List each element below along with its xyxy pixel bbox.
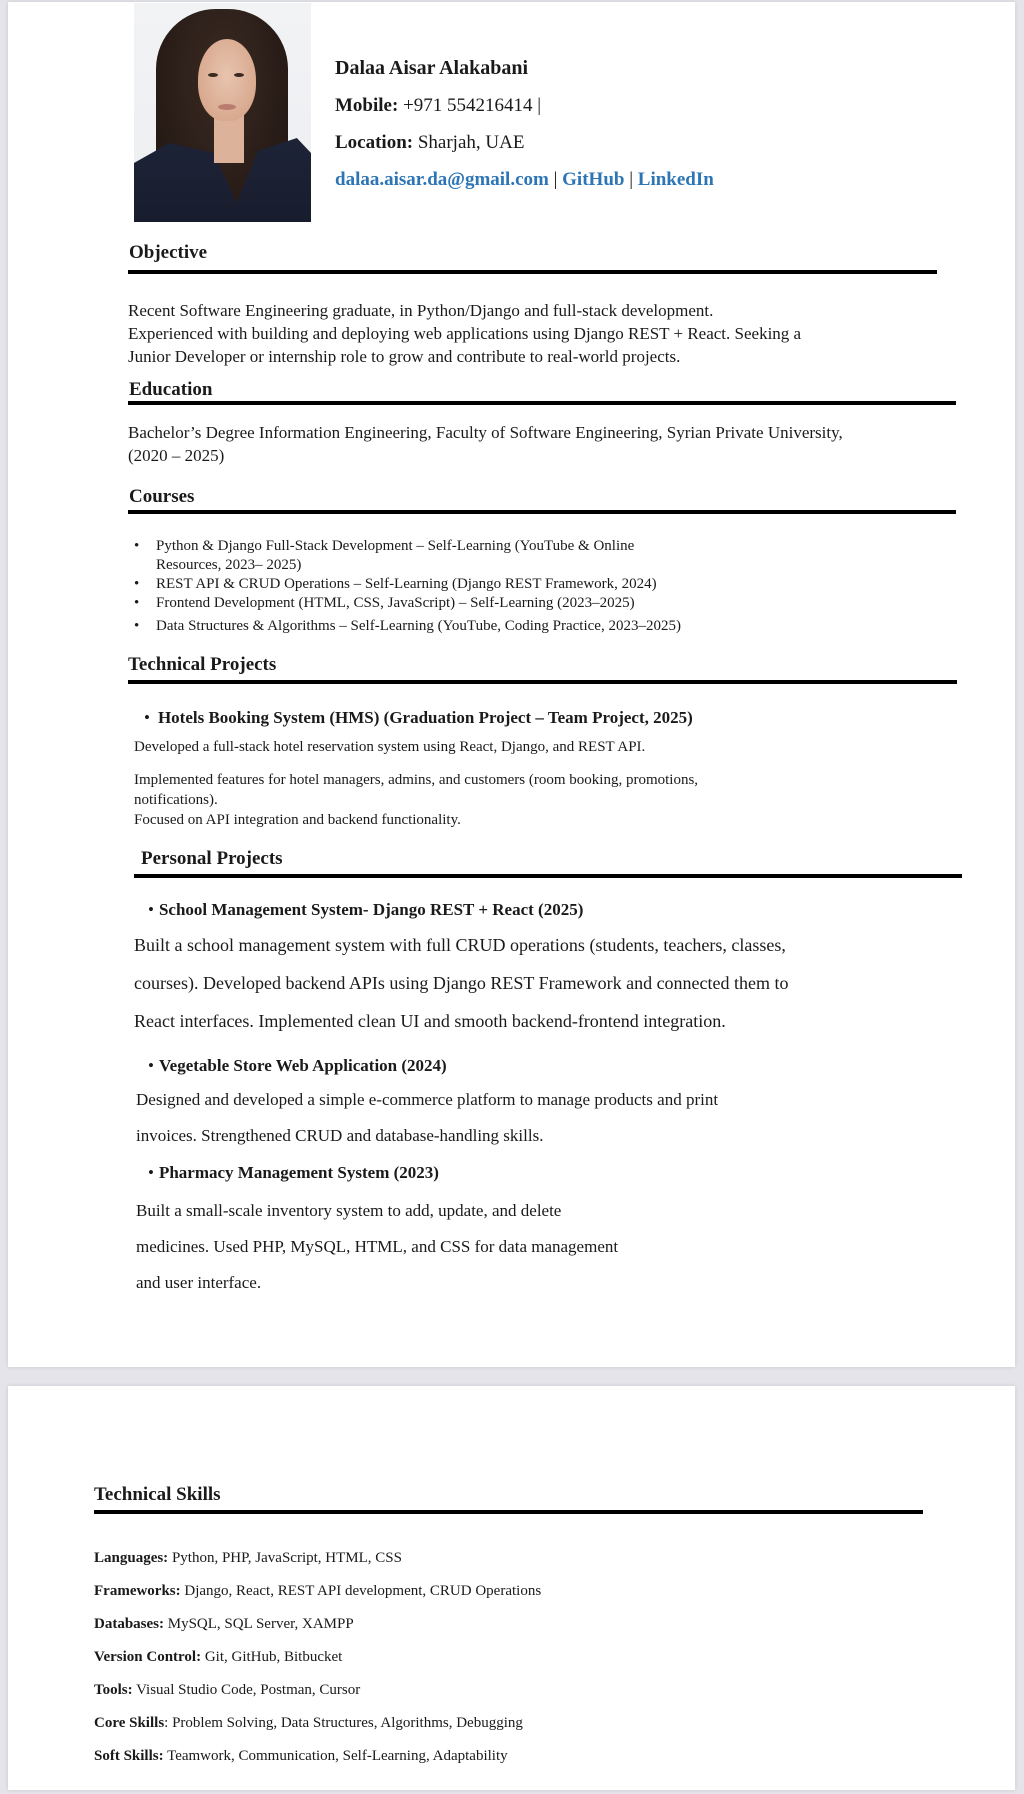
project-title: • Vegetable Store Web Application (2024) bbox=[148, 1056, 447, 1075]
skill-row: Frameworks: Django, React, REST API development, CRUD Operations bbox=[94, 1583, 542, 1599]
location-value: Sharjah, UAE bbox=[417, 132, 525, 153]
project-description: Built a school management system with full CRUD operations (students, teachers, classes, courses). Developed backend APIs using Django REST Framework and connected them to React interfaces. Implemented clean UI and smooth backend-frontend integration. bbox=[134, 935, 789, 1031]
section-divider bbox=[128, 401, 956, 405]
section-title-objective: Objective bbox=[129, 242, 208, 263]
list-item: • Python & Django Full-Stack Development – Self-Learning (YouTube & Online Resources, 2023– 2025) bbox=[128, 537, 681, 575]
mobile-label: Mobile: bbox=[335, 95, 399, 116]
skill-row: Soft Skills: Teamwork, Communication, Self-Learning, Adaptability bbox=[94, 1748, 508, 1764]
list-item: • REST API & CRUD Operations – Self-Learning (Django REST Framework, 2024) bbox=[128, 575, 681, 594]
skill-row: Databases: MySQL, SQL Server, XAMPP bbox=[94, 1616, 354, 1632]
project-title: • School Management System- Django REST + React (2025) bbox=[148, 900, 584, 919]
separator: | bbox=[553, 169, 558, 190]
section-divider bbox=[128, 510, 956, 514]
mobile-value: +971 554216414 | bbox=[403, 95, 542, 116]
project-description: Implemented features for hotel managers, admins, and customers (room booking, promotions, notifications). Focused on API integration and backend functionality. bbox=[134, 772, 699, 828]
project-title: • Hotels Booking System (HMS) (Graduation Project – Team Project, 2025) bbox=[144, 708, 693, 727]
skill-row: Core Skills: Problem Solving, Data Structures, Algorithms, Debugging bbox=[94, 1715, 523, 1731]
resume-page-2 bbox=[8, 1386, 1015, 1790]
mobile-line bbox=[335, 87, 714, 124]
bullet: • bbox=[144, 708, 150, 727]
profile-photo bbox=[134, 3, 311, 222]
education-text: Bachelor’s Degree Information Engineering, Faculty of Software Engineering, Syrian Private University, (2020 – 2025) bbox=[128, 423, 843, 465]
list-item: • Data Structures & Algorithms – Self-Learning (YouTube, Coding Practice, 2023–2025) bbox=[128, 617, 681, 636]
linkedin-link[interactable]: LinkedIn bbox=[637, 169, 714, 190]
separator: | bbox=[629, 169, 634, 190]
objective-text: Recent Software Engineering graduate, in Python/Django and full-stack development. Experienced with building and deploying web applications using Django REST + React. Seeking a Junior Developer or internship role to grow and contribute to real-world projects. bbox=[128, 301, 802, 366]
resume-page-1 bbox=[8, 2, 1015, 1367]
links-line bbox=[335, 161, 714, 198]
section-divider bbox=[128, 680, 957, 684]
section-title-courses: Courses bbox=[129, 486, 195, 507]
email-link[interactable]: dalaa.aisar.da@gmail.com bbox=[335, 169, 549, 190]
bullet: • bbox=[148, 1056, 154, 1075]
courses-list bbox=[128, 537, 681, 636]
location-label: Location: bbox=[335, 132, 414, 153]
project-description: Built a small-scale inventory system to add, update, and delete medicines. Used PHP, MySQL, HTML, and CSS for data management and user interface. bbox=[136, 1201, 619, 1292]
skill-row: Languages: Python, PHP, JavaScript, HTML, CSS bbox=[94, 1550, 402, 1566]
project-description: Developed a full-stack hotel reservation system using React, Django, and REST API. bbox=[134, 739, 646, 755]
github-link[interactable]: GitHub bbox=[562, 169, 625, 190]
skills-list bbox=[94, 1542, 541, 1773]
section-divider bbox=[94, 1510, 923, 1514]
section-title-education: Education bbox=[129, 379, 213, 400]
section-title-technical-skills: Technical Skills bbox=[94, 1484, 221, 1505]
list-item: • Frontend Development (HTML, CSS, JavaScript) – Self-Learning (2023–2025) bbox=[128, 594, 681, 613]
section-title-technical-projects: Technical Projects bbox=[128, 654, 277, 675]
project-title: • Pharmacy Management System (2023) bbox=[148, 1163, 439, 1182]
contact-block bbox=[335, 50, 714, 198]
section-divider bbox=[128, 270, 937, 274]
candidate-name: Dalaa Aisar Alakabani bbox=[335, 57, 529, 79]
location-line bbox=[335, 124, 714, 161]
skill-row: Version Control: Git, GitHub, Bitbucket bbox=[94, 1649, 343, 1665]
project-description: Designed and developed a simple e-commerce platform to manage products and print invoices. Strengthened CRUD and database-handling skills. bbox=[136, 1090, 719, 1145]
bullet: • bbox=[148, 900, 154, 919]
bullet: • bbox=[148, 1163, 154, 1182]
section-title-personal-projects: Personal Projects bbox=[141, 848, 283, 869]
section-divider bbox=[134, 874, 962, 878]
skill-row: Tools: Visual Studio Code, Postman, Cursor bbox=[94, 1682, 361, 1698]
